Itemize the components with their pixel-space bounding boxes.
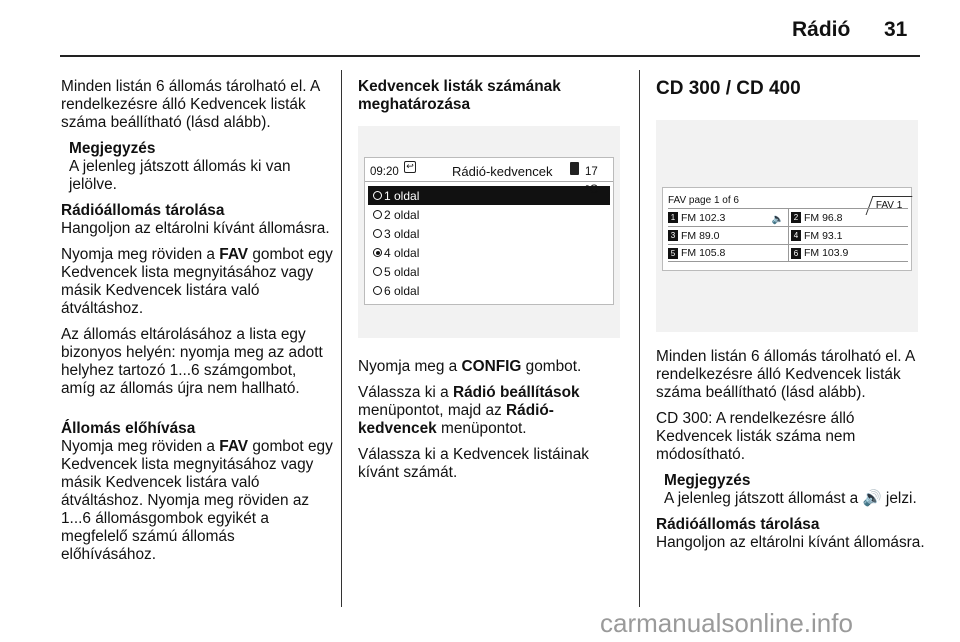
cd-heading: CD 300 / CD 400 <box>656 78 801 99</box>
favorites-count-heading: Kedvencek listák számának meghatározása <box>358 78 561 113</box>
note-text: A jelenleg játszott állomást a 🔊 jelzi. <box>664 490 917 507</box>
select-paragraph: Válassza ki a Kedvencek listáinak kívánt számát. <box>358 446 589 481</box>
preset-4[interactable]: 4 FM 93.1 <box>788 227 908 244</box>
note-block <box>656 472 928 508</box>
column-3 <box>656 78 928 560</box>
note-text: A jelenleg játszott állomás ki van jelölve. <box>69 158 291 193</box>
preset-3[interactable]: 3 FM 89.0 <box>668 227 788 244</box>
radio-off-icon <box>373 191 382 200</box>
clock: 09:20 <box>370 166 399 178</box>
fav-tab: FAV 1 <box>865 196 911 215</box>
fav-page-label: FAV page 1 of 6 <box>668 195 739 206</box>
preset-6[interactable]: 6 FM 103.9 <box>788 245 908 261</box>
radio-off-icon <box>373 210 382 219</box>
phone-icon <box>570 162 579 175</box>
config-paragraph: Nyomja meg a CONFIG gombot. <box>358 358 582 375</box>
list-item[interactable]: 2 oldal <box>368 205 610 224</box>
store-paragraph-1: Hangoljon az eltárolni kívánt állomásra. <box>61 220 330 237</box>
recall-heading: Állomás előhívása <box>61 420 196 437</box>
cd-paragraph-1: Minden listán 6 állomás tárolható el. A rendelkezésre álló Kedvencek listák száma beállítható (lásd alább). <box>656 348 915 401</box>
watermark: carmanualsonline.info <box>600 608 853 638</box>
cd-paragraph-2: CD 300: A rendelkezésre álló Kedvencek listák száma nem módosítható. <box>656 410 856 463</box>
list-item[interactable]: 1 oldal <box>368 186 610 205</box>
store-paragraph: Hangoljon az eltárolni kívánt állomásra. <box>656 534 925 551</box>
list-item[interactable]: 5 oldal <box>368 262 610 281</box>
list-item[interactable]: 4 oldal <box>368 243 610 262</box>
speaker-icon: 🔈 <box>771 214 784 225</box>
preset-5[interactable]: 5 FM 105.8 <box>668 245 788 261</box>
column-divider-1 <box>341 70 342 607</box>
preset-1[interactable]: 1 FM 102.3 🔈 <box>668 209 788 226</box>
cd-favorites-screen <box>662 187 912 271</box>
list-item[interactable]: 3 oldal <box>368 224 610 243</box>
speaker-icon: 🔊 <box>862 490 882 507</box>
column-2 <box>358 78 630 490</box>
store-heading: Rádióállomás tárolása <box>656 516 820 533</box>
column-1 <box>61 78 333 572</box>
column-divider-2 <box>639 70 640 607</box>
radio-off-icon <box>373 229 382 238</box>
preset-2[interactable]: 2 FM 96.8 <box>788 209 908 226</box>
radio-off-icon <box>373 286 382 295</box>
config-key: CONFIG <box>461 358 522 375</box>
intro-paragraph: Minden listán 6 állomás tárolható el. A rendelkezésre álló Kedvencek listák száma beállítható (lásd alább). <box>61 78 320 131</box>
store-paragraph-3: Az állomás eltárolásához a lista egy bizonyos helyén: nyomja meg az adott helyhez tartozó 1...6 számgombot, amíg az állomás újra nem hallható. <box>61 326 323 397</box>
screen-title: Rádió-kedvencek <box>452 164 553 179</box>
note-block <box>61 140 333 194</box>
menu-paragraph: Válassza ki a Rádió beállítások menüpontot, majd az Rádió-kedvencek menüpontot. <box>358 384 580 437</box>
back-icon: ↩ <box>404 161 416 173</box>
store-heading: Rádióállomás tárolása <box>61 202 225 219</box>
radio-on-icon <box>373 248 382 257</box>
cd-favorites-screenshot <box>656 120 918 332</box>
page-title: Rádió <box>792 18 851 41</box>
page-number: 31 <box>884 18 908 41</box>
temperature: 17 °C <box>585 166 598 196</box>
radio-favorites-screen <box>364 157 614 305</box>
preset-grid <box>668 208 908 262</box>
store-paragraph-2: Nyomja meg röviden a FAV gombot egy Kedvencek lista megnyitásához vagy másik Kedvencek listára való átváltáshoz. <box>61 246 333 317</box>
favorites-pages-list <box>365 182 613 300</box>
fav-key: FAV <box>219 246 249 263</box>
recall-paragraph: Nyomja meg röviden a FAV gombot egy Kedvencek lista megnyitásához vagy másik Kedvencek listára való átváltáshoz. Nyomja meg röviden az 1...6 állomásgombok egyikét a megfelelő számú állomás előhívásához. <box>61 438 333 563</box>
note-title: Megjegyzés <box>69 140 156 157</box>
radio-off-icon <box>373 267 382 276</box>
header-rule <box>60 55 920 57</box>
note-title: Megjegyzés <box>664 472 751 489</box>
fav-key: FAV <box>219 438 249 455</box>
list-item[interactable]: 6 oldal <box>368 281 610 300</box>
radio-favorites-screenshot <box>358 126 620 338</box>
